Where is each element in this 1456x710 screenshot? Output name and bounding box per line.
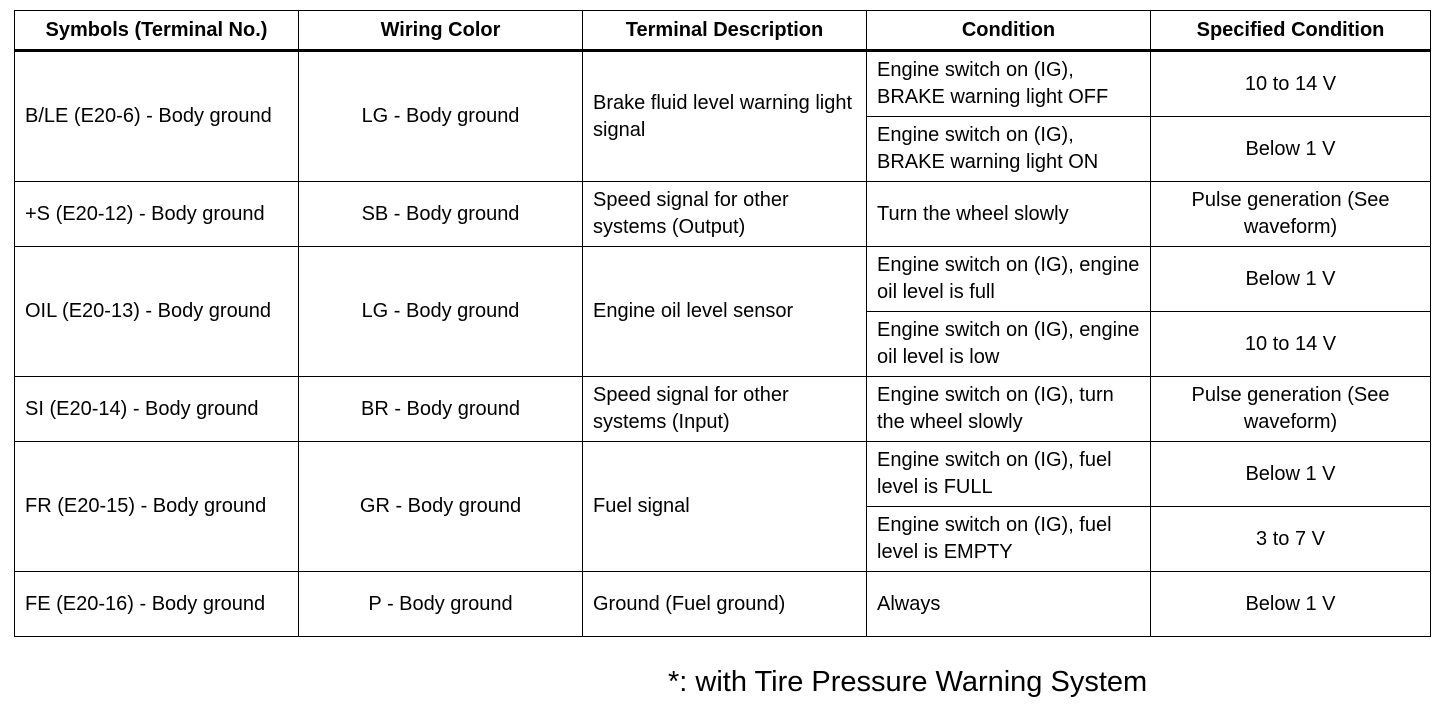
header-specified-condition: Specified Condition [1151, 11, 1431, 51]
header-symbols: Symbols (Terminal No.) [15, 11, 299, 51]
specified-condition-cell: Below 1 V [1151, 442, 1431, 507]
symbol-cell: +S (E20-12) - Body ground [15, 182, 299, 247]
condition-cell: Engine switch on (IG), fuel level is EMPTY [867, 507, 1151, 572]
symbol-cell: FR (E20-15) - Body ground [15, 442, 299, 572]
specified-condition-cell: 3 to 7 V [1151, 507, 1431, 572]
table-row [15, 51, 1431, 117]
header-terminal-description: Terminal Description [583, 11, 867, 51]
specified-condition-cell: 10 to 14 V [1151, 312, 1431, 377]
wiring-color-cell: SB - Body ground [299, 182, 583, 247]
specified-condition-cell: Pulse generation (See waveform) [1151, 182, 1431, 247]
terminal-spec-table [14, 10, 1431, 637]
wiring-color-cell: LG - Body ground [299, 51, 583, 182]
terminal-description-cell: Engine oil level sensor [583, 247, 867, 377]
table-row [15, 182, 1431, 247]
table-row [15, 377, 1431, 442]
terminal-description-cell: Speed signal for other systems (Input) [583, 377, 867, 442]
symbol-cell: B/LE (E20-6) - Body ground [15, 51, 299, 182]
condition-cell: Engine switch on (IG), engine oil level is low [867, 312, 1151, 377]
symbol-cell: SI (E20-14) - Body ground [15, 377, 299, 442]
condition-cell: Engine switch on (IG), BRAKE warning light ON [867, 117, 1151, 182]
terminal-description-cell: Brake fluid level warning light signal [583, 51, 867, 182]
table-row [15, 247, 1431, 312]
footnote: *: with Tire Pressure Warning System [668, 666, 1148, 698]
specified-condition-cell: 10 to 14 V [1151, 51, 1431, 117]
condition-cell: Engine switch on (IG), BRAKE warning light OFF [867, 51, 1151, 117]
condition-cell: Always [867, 572, 1151, 637]
symbol-cell: OIL (E20-13) - Body ground [15, 247, 299, 377]
wiring-color-cell: BR - Body ground [299, 377, 583, 442]
wiring-color-cell: LG - Body ground [299, 247, 583, 377]
terminal-description-cell: Fuel signal [583, 442, 867, 572]
condition-cell: Engine switch on (IG), engine oil level is full [867, 247, 1151, 312]
symbol-cell: FE (E20-16) - Body ground [15, 572, 299, 637]
table-row [15, 572, 1431, 637]
condition-cell: Engine switch on (IG), fuel level is FULL [867, 442, 1151, 507]
table-row [15, 442, 1431, 507]
wiring-color-cell: GR - Body ground [299, 442, 583, 572]
specified-condition-cell: Below 1 V [1151, 572, 1431, 637]
terminal-description-cell: Speed signal for other systems (Output) [583, 182, 867, 247]
header-wiring-color: Wiring Color [299, 11, 583, 51]
table-header-row [15, 11, 1431, 51]
header-condition: Condition [867, 11, 1151, 51]
condition-cell: Turn the wheel slowly [867, 182, 1151, 247]
specified-condition-cell: Pulse generation (See waveform) [1151, 377, 1431, 442]
specified-condition-cell: Below 1 V [1151, 247, 1431, 312]
condition-cell: Engine switch on (IG), turn the wheel slowly [867, 377, 1151, 442]
terminal-description-cell: Ground (Fuel ground) [583, 572, 867, 637]
wiring-color-cell: P - Body ground [299, 572, 583, 637]
specified-condition-cell: Below 1 V [1151, 117, 1431, 182]
